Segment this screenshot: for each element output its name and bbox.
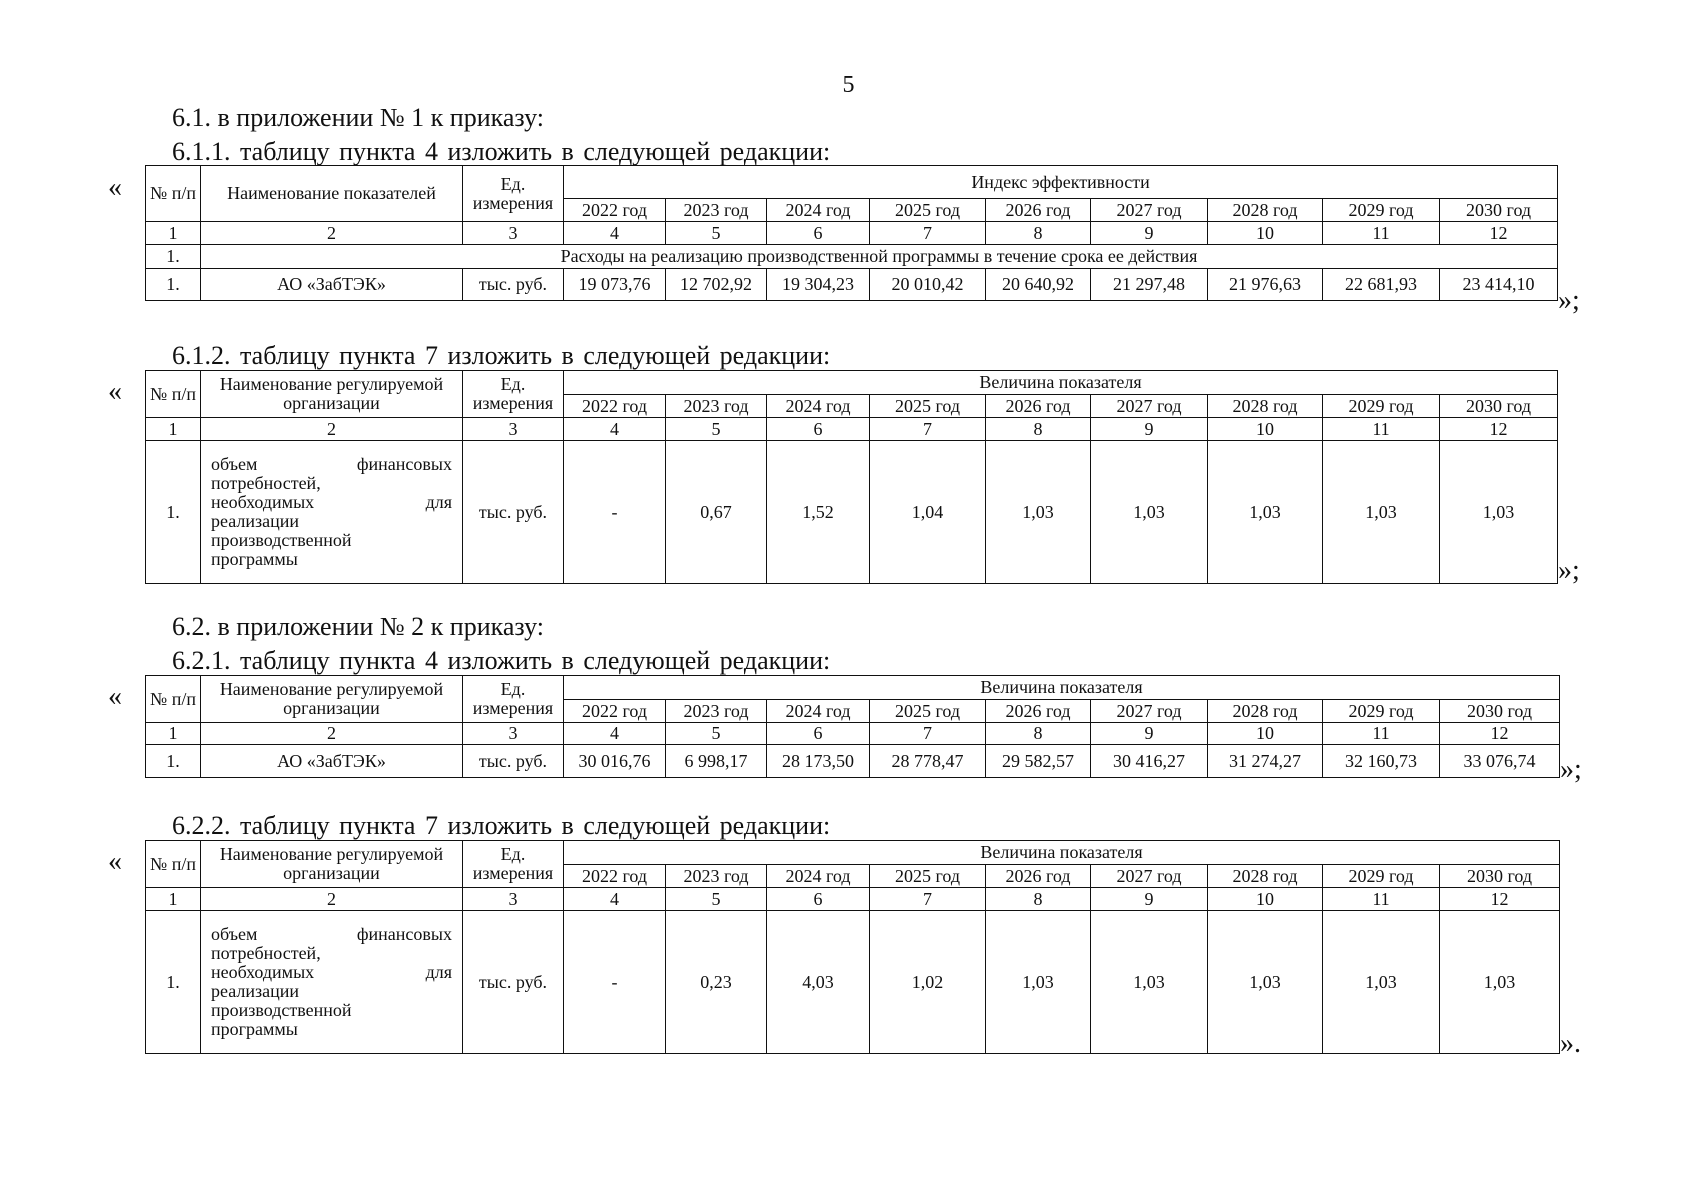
indicator-name <box>201 441 463 584</box>
value-cell: 23 414,10 <box>1440 269 1558 301</box>
value-cell: 1,04 <box>870 441 986 584</box>
year-header: 2029 год <box>1323 199 1440 222</box>
section-6-2-1-heading: 6.2.1. таблицу пункта 4 изложить в следующей редакции: <box>172 646 831 675</box>
year-header: 2022 год <box>564 865 666 888</box>
year-header: 2026 год <box>986 395 1091 418</box>
year-header: 2029 год <box>1323 700 1440 723</box>
indicator-name-line: производственной <box>211 530 352 550</box>
year-header: 2030 год <box>1440 865 1560 888</box>
year-header: 2025 год <box>870 199 986 222</box>
col-number: 12 <box>1440 888 1560 911</box>
header-name: Наименование регулируемой организации <box>201 371 463 418</box>
col-number: 10 <box>1208 723 1323 745</box>
year-header: 2027 год <box>1091 700 1208 723</box>
col-number: 4 <box>564 418 666 441</box>
col-number: 10 <box>1208 418 1323 441</box>
value-cell: 1,03 <box>1208 911 1323 1054</box>
section-6-2-2-heading: 6.2.2. таблицу пункта 7 изложить в следующей редакции: <box>172 811 831 840</box>
value-cell: 6 998,17 <box>666 745 767 778</box>
value-cell: 1,03 <box>1091 441 1208 584</box>
value-cell: 30 016,76 <box>564 745 666 778</box>
value-cell: 30 416,27 <box>1091 745 1208 778</box>
col-number: 9 <box>1091 222 1208 245</box>
header-name: Наименование регулируемой организации <box>201 676 463 723</box>
col-number: 12 <box>1440 723 1560 745</box>
col-number: 12 <box>1440 418 1558 441</box>
col-number: 4 <box>564 888 666 911</box>
indicator-name-line: объем финансовых <box>211 454 452 474</box>
org-name: АО «ЗабТЭК» <box>201 269 463 301</box>
col-number: 6 <box>767 723 870 745</box>
year-header: 2030 год <box>1440 395 1558 418</box>
year-header: 2023 год <box>666 199 767 222</box>
col-number: 12 <box>1440 222 1558 245</box>
col-number: 2 <box>201 723 463 745</box>
header-indicator-value: Величина показателя <box>564 841 1560 865</box>
col-number: 3 <box>463 222 564 245</box>
row-num: 1. <box>146 911 201 1054</box>
col-number: 8 <box>986 888 1091 911</box>
year-header: 2026 год <box>986 700 1091 723</box>
indicator-name-line: потребностей, <box>211 473 321 493</box>
indicator-name-line: необходимых для <box>211 492 452 512</box>
value-cell: 29 582,57 <box>986 745 1091 778</box>
col-number: 5 <box>666 222 767 245</box>
year-header: 2024 год <box>767 865 870 888</box>
col-number: 5 <box>666 888 767 911</box>
table3-open-quote: « <box>108 681 122 712</box>
col-number: 10 <box>1208 888 1323 911</box>
value-cell: 0,23 <box>666 911 767 1054</box>
year-header: 2024 год <box>767 199 870 222</box>
col-number: 11 <box>1323 723 1440 745</box>
org-name: АО «ЗабТЭК» <box>201 745 463 778</box>
year-header: 2030 год <box>1440 199 1558 222</box>
year-header: 2023 год <box>666 865 767 888</box>
group-title: Расходы на реализацию производственной программы в течение срока ее действия <box>201 245 1558 269</box>
year-header: 2028 год <box>1208 199 1323 222</box>
header-efficiency-index: Индекс эффективности <box>564 166 1558 199</box>
table2-indicator-values <box>145 370 1558 584</box>
value-cell: - <box>564 911 666 1054</box>
col-number: 7 <box>870 418 986 441</box>
year-header: 2025 год <box>870 865 986 888</box>
value-cell: - <box>564 441 666 584</box>
value-cell: 20 640,92 <box>986 269 1091 301</box>
table4-open-quote: « <box>108 846 122 877</box>
year-header: 2026 год <box>986 199 1091 222</box>
year-header: 2027 год <box>1091 865 1208 888</box>
header-indicator-value: Величина показателя <box>564 371 1558 395</box>
year-header: 2022 год <box>564 199 666 222</box>
header-num: № п/п <box>146 371 201 418</box>
col-number: 10 <box>1208 222 1323 245</box>
table3-close-quote: »; <box>1560 754 1582 785</box>
group-num: 1. <box>146 245 201 269</box>
year-header: 2029 год <box>1323 395 1440 418</box>
col-number: 3 <box>463 888 564 911</box>
col-number: 9 <box>1091 723 1208 745</box>
value-cell: 28 778,47 <box>870 745 986 778</box>
year-header: 2027 год <box>1091 395 1208 418</box>
table2-close-quote: »; <box>1558 555 1580 586</box>
header-name: Наименование показателей <box>201 166 463 222</box>
value-cell: 19 304,23 <box>767 269 870 301</box>
year-header: 2026 год <box>986 865 1091 888</box>
col-number: 11 <box>1323 222 1440 245</box>
header-num: № п/п <box>146 166 201 222</box>
unit-cell: тыс. руб. <box>463 911 564 1054</box>
header-name: Наименование регулируемой организации <box>201 841 463 888</box>
value-cell: 33 076,74 <box>1440 745 1560 778</box>
indicator-name-line: производственной <box>211 1000 352 1020</box>
value-cell: 1,03 <box>1440 441 1558 584</box>
year-header: 2024 год <box>767 395 870 418</box>
indicator-name-line: необходимых для <box>211 962 452 982</box>
year-header: 2025 год <box>870 395 986 418</box>
col-number: 4 <box>564 222 666 245</box>
value-cell: 32 160,73 <box>1323 745 1440 778</box>
year-header: 2024 год <box>767 700 870 723</box>
header-num: № п/п <box>146 676 201 723</box>
value-cell: 4,03 <box>767 911 870 1054</box>
col-number: 8 <box>986 723 1091 745</box>
indicator-name <box>201 911 463 1054</box>
col-number: 3 <box>463 418 564 441</box>
value-cell: 1,03 <box>986 441 1091 584</box>
table1-close-quote: »; <box>1558 285 1580 316</box>
value-cell: 0,67 <box>666 441 767 584</box>
col-number: 1 <box>146 723 201 745</box>
table2-open-quote: « <box>108 376 122 407</box>
header-num: № п/п <box>146 841 201 888</box>
col-number: 5 <box>666 418 767 441</box>
value-cell: 1,03 <box>1208 441 1323 584</box>
col-number: 11 <box>1323 888 1440 911</box>
year-header: 2027 год <box>1091 199 1208 222</box>
header-unit: Ед. измерения <box>463 676 564 723</box>
year-header: 2028 год <box>1208 865 1323 888</box>
col-number: 9 <box>1091 888 1208 911</box>
year-header: 2022 год <box>564 700 666 723</box>
value-cell: 1,03 <box>1091 911 1208 1054</box>
section-6-2-heading: 6.2. в приложении № 2 к приказу: <box>172 612 544 641</box>
indicator-name-line: потребностей, <box>211 943 321 963</box>
col-number: 4 <box>564 723 666 745</box>
indicator-name-line: объем финансовых <box>211 924 452 944</box>
unit-cell: тыс. руб. <box>463 745 564 778</box>
header-unit: Ед. измерения <box>463 166 564 222</box>
table4-close-quote: ». <box>1560 1028 1581 1059</box>
value-cell: 31 274,27 <box>1208 745 1323 778</box>
col-number: 5 <box>666 723 767 745</box>
row-num: 1. <box>146 745 201 778</box>
col-number: 1 <box>146 222 201 245</box>
value-cell: 21 976,63 <box>1208 269 1323 301</box>
col-number: 6 <box>767 418 870 441</box>
year-header: 2028 год <box>1208 700 1323 723</box>
value-cell: 19 073,76 <box>564 269 666 301</box>
col-number: 2 <box>201 888 463 911</box>
section-6-1-heading: 6.1. в приложении № 1 к приказу: <box>172 103 544 132</box>
indicator-name-line: программы <box>211 1019 298 1039</box>
year-header: 2029 год <box>1323 865 1440 888</box>
year-header: 2023 год <box>666 395 767 418</box>
col-number: 7 <box>870 888 986 911</box>
value-cell: 1,52 <box>767 441 870 584</box>
col-number: 11 <box>1323 418 1440 441</box>
section-6-1-2-heading: 6.1.2. таблицу пункта 7 изложить в следующей редакции: <box>172 341 831 370</box>
col-number: 1 <box>146 418 201 441</box>
indicator-name-line: реализации <box>211 511 299 531</box>
row-num: 1. <box>146 441 201 584</box>
year-header: 2023 год <box>666 700 767 723</box>
value-cell: 1,03 <box>1323 911 1440 1054</box>
page-number: 5 <box>842 72 855 98</box>
col-number: 8 <box>986 222 1091 245</box>
indicator-name-line: реализации <box>211 981 299 1001</box>
header-unit: Ед. измерения <box>463 841 564 888</box>
table1-efficiency-index <box>145 165 1558 301</box>
year-header: 2025 год <box>870 700 986 723</box>
value-cell: 22 681,93 <box>1323 269 1440 301</box>
col-number: 9 <box>1091 418 1208 441</box>
year-header: 2030 год <box>1440 700 1560 723</box>
col-number: 2 <box>201 222 463 245</box>
col-number: 2 <box>201 418 463 441</box>
table3-indicator-values <box>145 675 1560 778</box>
value-cell: 20 010,42 <box>870 269 986 301</box>
col-number: 7 <box>870 222 986 245</box>
section-6-1-1-heading: 6.1.1. таблицу пункта 4 изложить в следующей редакции: <box>172 137 831 166</box>
table4-indicator-values <box>145 840 1560 1054</box>
header-indicator-value: Величина показателя <box>564 676 1560 700</box>
col-number: 1 <box>146 888 201 911</box>
unit-cell: тыс. руб. <box>463 441 564 584</box>
value-cell: 1,03 <box>1440 911 1560 1054</box>
value-cell: 1,03 <box>1323 441 1440 584</box>
year-header: 2028 год <box>1208 395 1323 418</box>
header-unit: Ед. измерения <box>463 371 564 418</box>
indicator-name-line: программы <box>211 549 298 569</box>
unit-cell: тыс. руб. <box>463 269 564 301</box>
col-number: 3 <box>463 723 564 745</box>
col-number: 8 <box>986 418 1091 441</box>
value-cell: 1,03 <box>986 911 1091 1054</box>
value-cell: 28 173,50 <box>767 745 870 778</box>
row-num: 1. <box>146 269 201 301</box>
year-header: 2022 год <box>564 395 666 418</box>
col-number: 6 <box>767 888 870 911</box>
value-cell: 21 297,48 <box>1091 269 1208 301</box>
col-number: 7 <box>870 723 986 745</box>
value-cell: 1,02 <box>870 911 986 1054</box>
table1-open-quote: « <box>108 172 122 203</box>
col-number: 6 <box>767 222 870 245</box>
value-cell: 12 702,92 <box>666 269 767 301</box>
